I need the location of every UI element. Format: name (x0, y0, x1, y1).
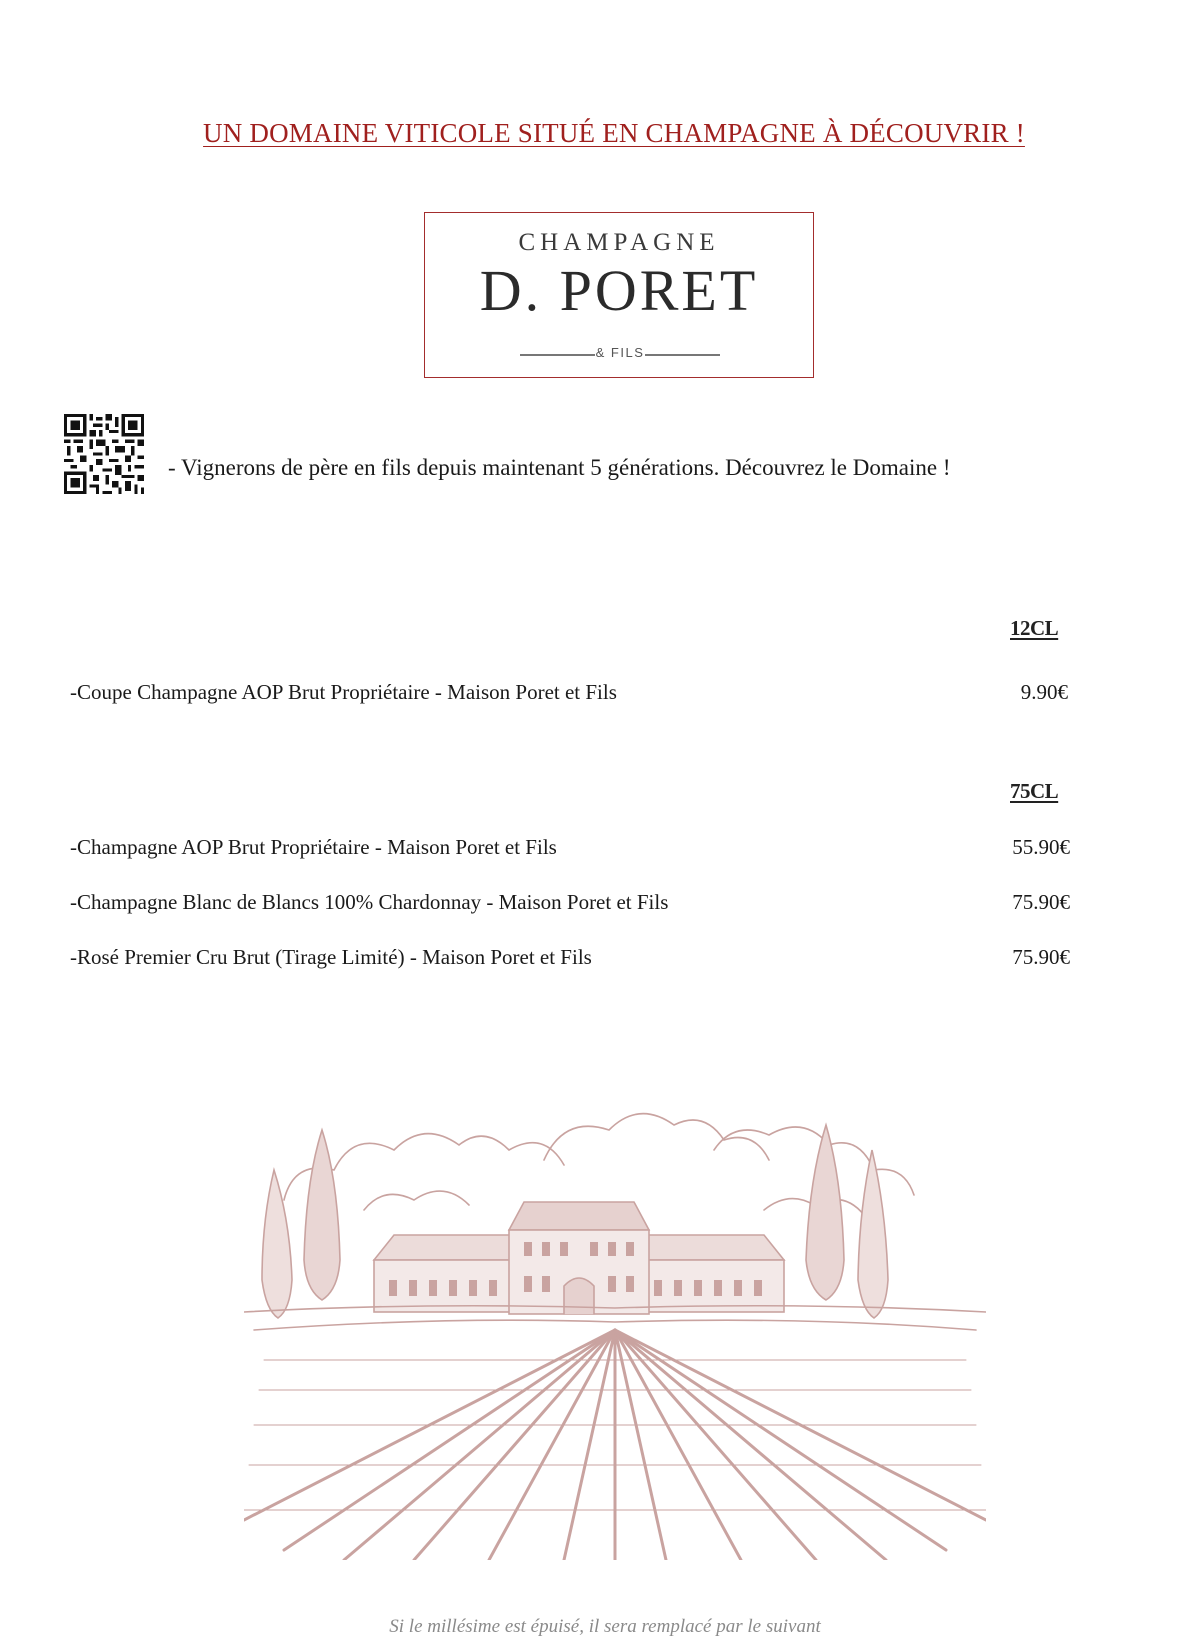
menu-item-price: 75.90€ (1012, 945, 1070, 969)
logo-sub-text: & FILS (595, 345, 645, 360)
menu-item-price: 55.90€ (1012, 835, 1070, 859)
logo-divider-right (645, 354, 720, 356)
menu-item: -Coupe Champagne AOP Brut Propriétaire - Maison Poret et Fils (70, 680, 617, 704)
page-headline: UN DOMAINE VITICOLE SITUÉ EN CHAMPAGNE À DÉCOUVRIR ! (203, 118, 1025, 148)
logo-main-text: D. PORET (479, 258, 759, 323)
size-header-75cl: 75CL (1010, 779, 1059, 803)
size-header-12cl: 12CL (1010, 616, 1059, 640)
menu-item: -Champagne AOP Brut Propriétaire - Maison Poret et Fils (70, 835, 557, 859)
logo-top-text: CHAMPAGNE (518, 229, 720, 256)
footnote: Si le millésime est épuisé, il sera remplacé par le suivant (389, 1616, 821, 1637)
menu-item: -Rosé Premier Cru Brut (Tirage Limité) - Maison Poret et Fils (70, 945, 592, 969)
menu-item: -Champagne Blanc de Blancs 100% Chardonnay - Maison Poret et Fils (70, 890, 669, 914)
logo-sub (425, 345, 813, 365)
champagne-logo (424, 212, 814, 378)
vineyard-chateau-illustration (244, 1090, 986, 1560)
menu-item-price: 75.90€ (1012, 890, 1070, 914)
logo-divider-left (520, 354, 595, 356)
qr-code-icon[interactable] (64, 414, 144, 494)
menu-item-price: 9.90€ (1020, 680, 1068, 704)
intro-text: - Vignerons de père en fils depuis maintenant 5 générations. Découvrez le Domaine ! (168, 455, 951, 480)
